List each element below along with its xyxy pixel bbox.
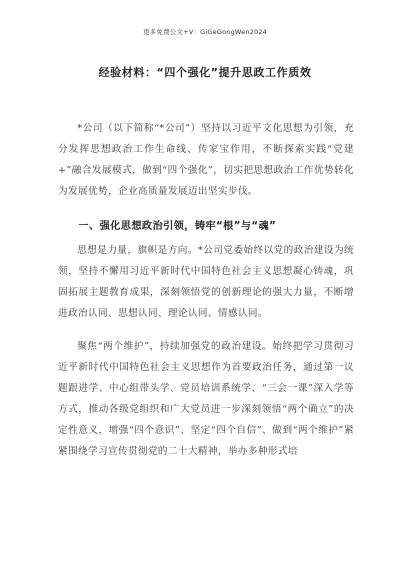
document-title: 经验材料：“四个强化”提升思政工作质效 xyxy=(98,66,312,79)
intro-paragraph: *公司（以下简称“*公司”）坚持以习近平文化思想为引领，充分发挥思想政治工作生命线、传家宝作用，不断探索实践“党建+”融合发展模式，做到“四个强化”，切实把思想政治工作优势转化为发展优势，企业高质量发展迈出坚实步伐。 xyxy=(58,123,354,197)
section-heading: 一、强化思想政治引领，铸牢“根”与“魂” xyxy=(78,221,277,232)
header-note: 更多免费公文+V：GiGeGongWen2024 xyxy=(142,28,268,36)
document-body xyxy=(58,118,354,474)
body-paragraph: 思想是力量，旗帜是方向。*公司党委始终以党的政治建设为统领，坚持不懈用习近平新时代中国特色社会主义思想凝心铸魂，巩固拓展主题教育成果，深刻领悟党的创新理论的强大力量，不断增进政治认同、思想认同、理论认同、情感认同。 xyxy=(58,245,354,319)
body-paragraph: 聚焦“两个维护”，持续加强党的政治建设。始终把学习贯彻习近平新时代中国特色社会主义思想作为首要政治任务，通过第一议题跟进学、中心组带头学、党员培训系统学、“三会一课”深入学等方式，推动各级党组织和广大党员进一步深刻领悟“两个确立”的决定性意义，增强“四个意识”、坚定“四个自信”、做到“两个维护”紧紧围绕学习宣传贯彻党的二十大精神，举办多种形式培 xyxy=(58,341,354,457)
